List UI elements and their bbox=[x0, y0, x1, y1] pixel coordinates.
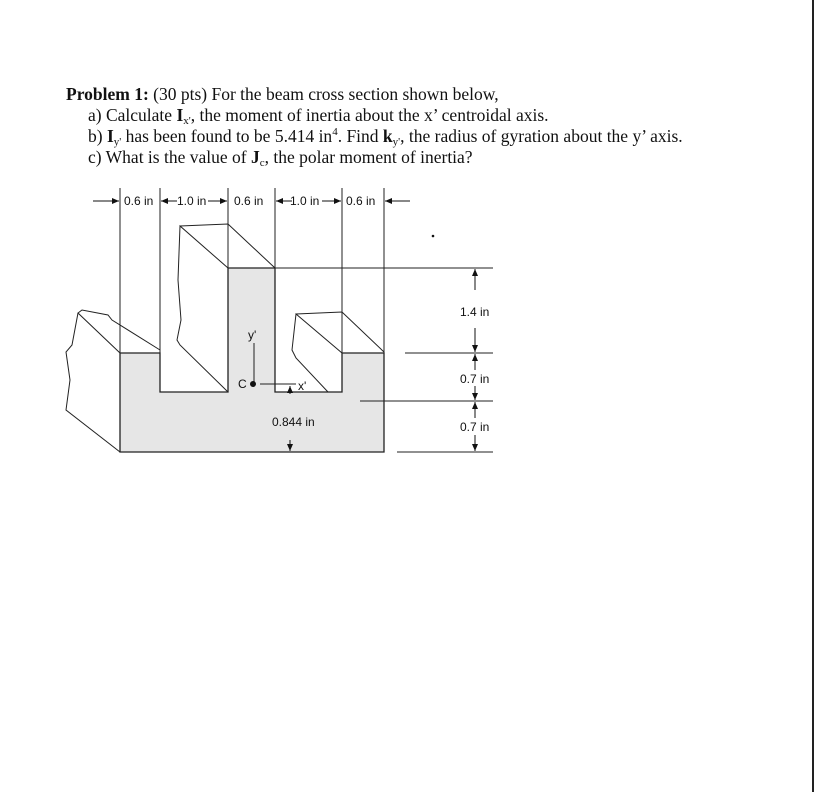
part-b-symbol-k: k bbox=[382, 126, 393, 146]
width-label-left-flange: 0.6 in bbox=[124, 194, 154, 208]
centroid-label: C bbox=[238, 377, 247, 391]
problem-heading: Problem 1: bbox=[66, 84, 149, 104]
part-b bbox=[66, 126, 786, 147]
x-axis-label: x' bbox=[298, 379, 307, 393]
width-label-web: 0.6 in bbox=[234, 194, 264, 208]
part-b-text-3: , the radius of gyration about the y’ axis. bbox=[400, 126, 683, 146]
left-flange-top-face bbox=[78, 310, 160, 353]
part-b-exponent: 4 bbox=[332, 126, 338, 138]
height-label-flange: 0.7 in bbox=[460, 372, 490, 386]
part-c-prefix: c) What is the value of bbox=[88, 147, 251, 167]
page-edge-line bbox=[812, 0, 814, 792]
part-b-prefix: b) bbox=[88, 126, 107, 146]
center-web-side-face bbox=[177, 226, 228, 392]
problem-statement bbox=[66, 84, 786, 168]
part-b-text-1: has been found to be 5.414 in bbox=[121, 126, 333, 146]
problem-heading-line bbox=[66, 84, 786, 105]
width-label-right-gap: 1.0 in bbox=[290, 194, 320, 208]
width-label-left-gap: 1.0 in bbox=[177, 194, 207, 208]
part-c-symbol: J bbox=[250, 147, 260, 167]
part-c-text: , the polar moment of inertia? bbox=[264, 147, 473, 167]
right-flange-top-face bbox=[296, 312, 384, 352]
centroid-offset-label: 0.844 in bbox=[272, 415, 315, 429]
part-b-text-2: . Find bbox=[337, 126, 383, 146]
part-b-symbol-i: I bbox=[106, 126, 114, 146]
part-a-prefix: a) Calculate bbox=[88, 105, 177, 125]
height-label-web: 1.4 in bbox=[460, 305, 490, 319]
part-c bbox=[66, 147, 786, 168]
part-b-subscript-k: y' bbox=[392, 136, 401, 148]
part-a-text: , the moment of inertia about the x’ centroidal axis. bbox=[190, 105, 549, 125]
y-axis-label: y' bbox=[248, 328, 257, 342]
width-label-right-flange: 0.6 in bbox=[346, 194, 376, 208]
part-a-subscript: x' bbox=[183, 115, 191, 127]
stray-dot bbox=[432, 235, 435, 238]
centroid-point bbox=[250, 381, 256, 387]
part-c-subscript: c bbox=[259, 157, 265, 169]
part-a-symbol: I bbox=[176, 105, 184, 125]
problem-intro: (30 pts) For the beam cross section shown below, bbox=[148, 84, 499, 104]
left-flange-side-face bbox=[66, 313, 120, 452]
part-b-subscript-i: y' bbox=[113, 136, 122, 148]
part-a bbox=[66, 105, 786, 126]
beam-cross-section-figure bbox=[0, 180, 520, 470]
height-label-base: 0.7 in bbox=[460, 420, 490, 434]
